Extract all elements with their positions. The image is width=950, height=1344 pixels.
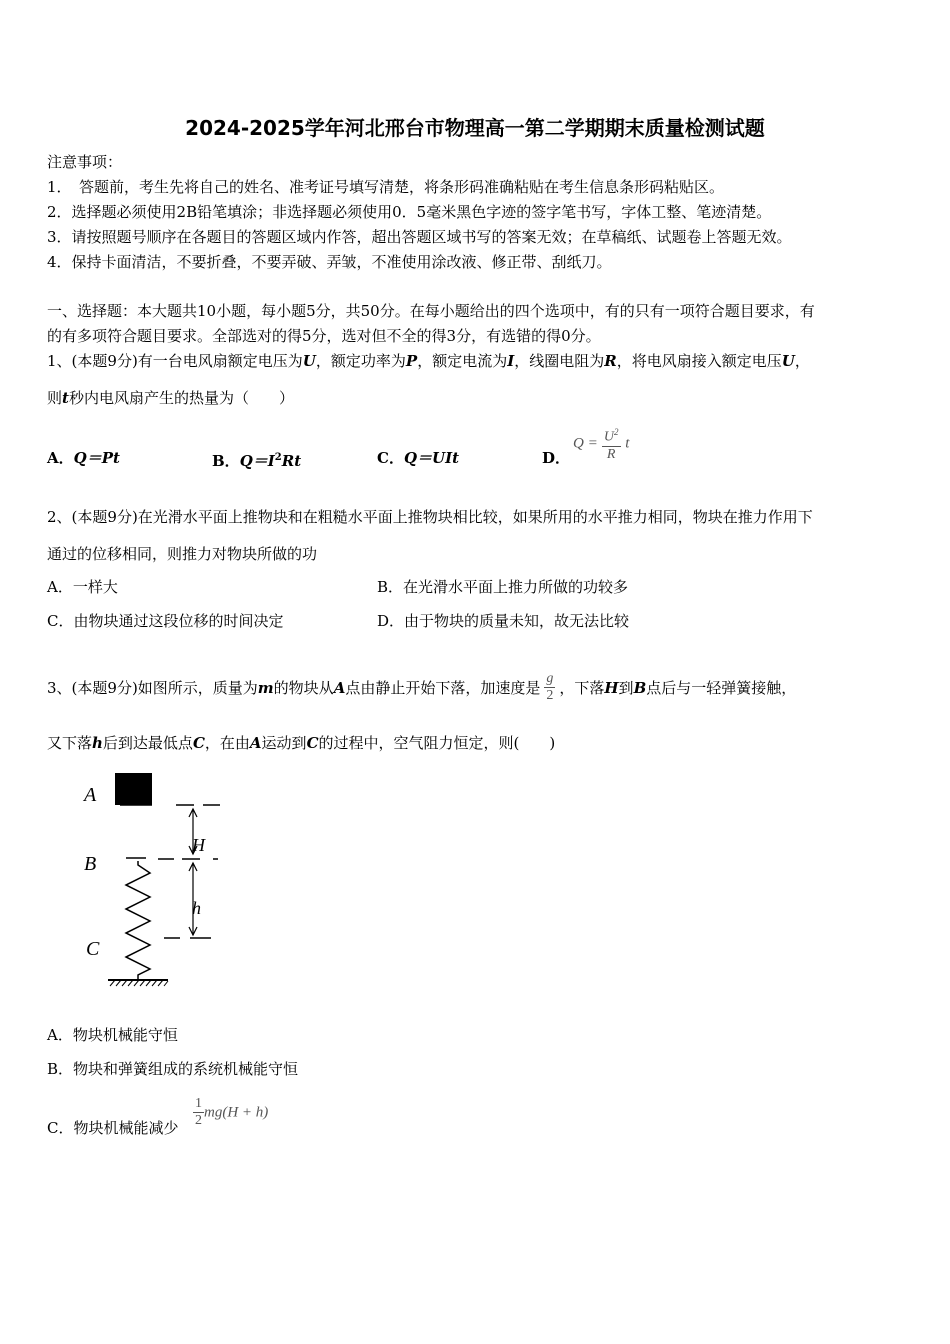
label-a: A <box>84 784 97 806</box>
falling-block <box>115 773 152 805</box>
question-2-stem: 2、(本题9分)在光滑水平面上推物块和在粗糙水平面上推物块相比较，如果所用的水平推力相同，物块在推力作用下 <box>47 508 813 526</box>
question-3-stem: 3、(本题9分)如图所示，质量为m的物块从A点由静止开始下落，加速度是 $\frac{g}{2}$ ，下落H到B点后与一轻弹簧接触， <box>47 671 797 703</box>
question-1-stem: 1、(本题9分)有一台电风扇额定电压为U，额定功率为P，额定电流为I，线圈电阻为R，将电风扇接入额定电压U， <box>47 352 810 370</box>
q3-option-b[interactable]: B．物块和弹簧组成的系统机械能守恒 <box>47 1060 299 1078</box>
q2-option-c[interactable]: C．由物块通过这段位移的时间决定 <box>47 612 284 630</box>
page-title: 2024-2025学年河北邢台市物理高一第二学期期末质量检测试题 <box>185 116 765 140</box>
notice-heading: 注意事项： <box>47 153 123 171</box>
notice-item: 2．选择题必须使用2B铅笔填涂；非选择题必须使用0．5毫米黑色字迹的签字笔书写，字体工整、笔迹清楚。 <box>47 203 772 221</box>
q1-option-a[interactable]: A．Q＝Pt <box>47 449 120 467</box>
q3-option-c-formula: $\frac{1}{2}$ mg(H + h) <box>195 1096 269 1128</box>
label-h: h <box>192 898 201 918</box>
label-H: H <box>192 835 205 855</box>
section-intro: 一、选择题：本大题共10小题，每小题5分，共50分。在每小题给出的四个选项中，有的只有一项符合题目要求，有 <box>47 302 815 320</box>
q2-option-a[interactable]: A．一样大 <box>47 578 118 596</box>
label-c: C <box>86 938 100 960</box>
question-2-stem-line2: 通过的位移相同，则推力对物块所做的功 <box>47 545 318 563</box>
label-b: B <box>84 853 97 875</box>
question-1-stem-line2: 则t秒内电风扇产生的热量为（ ） <box>47 389 294 407</box>
q1-option-c[interactable]: C．Q＝UIt <box>377 449 460 467</box>
notice-item: 3．请按照题号顺序在各题目的答题区域内作答，超出答题区域书写的答案无效；在草稿纸、试题卷上答题无效。 <box>47 228 792 246</box>
spring-block-figure <box>70 765 240 1010</box>
q2-option-d[interactable]: D．由于物块的质量未知，故无法比较 <box>377 612 630 630</box>
notice-item: 4．保持卡面清洁，不要折叠，不要弄破、弄皱，不准使用涂改液、修正带、刮纸刀。 <box>47 253 612 271</box>
section-intro: 的有多项符合题目要求。全部选对的得5分，选对但不全的得3分，有选错的得0分。 <box>47 327 601 345</box>
spring <box>126 861 150 979</box>
q1-option-b[interactable]: B．$Q=I^2Rt$ <box>212 452 302 470</box>
q3-option-c[interactable]: C．物块机械能减少 <box>47 1119 179 1137</box>
q1-option-d-label[interactable]: D． <box>542 449 571 467</box>
q1-option-d-formula: Q = $\frac{U^2}{R}$ t <box>573 424 629 463</box>
notice-item: 1． 答题前，考生先将自己的姓名、准考证号填写清楚，将条形码准确粘贴在考生信息条形码粘贴区。 <box>47 178 725 196</box>
q3-option-a[interactable]: A．物块机械能守恒 <box>47 1026 178 1044</box>
question-3-stem-line2: 又下落h后到达最低点C，在由A运动到C的过程中，空气阻力恒定，则( ) <box>47 734 556 752</box>
q2-option-b[interactable]: B．在光滑水平面上推力所做的功较多 <box>377 578 629 596</box>
